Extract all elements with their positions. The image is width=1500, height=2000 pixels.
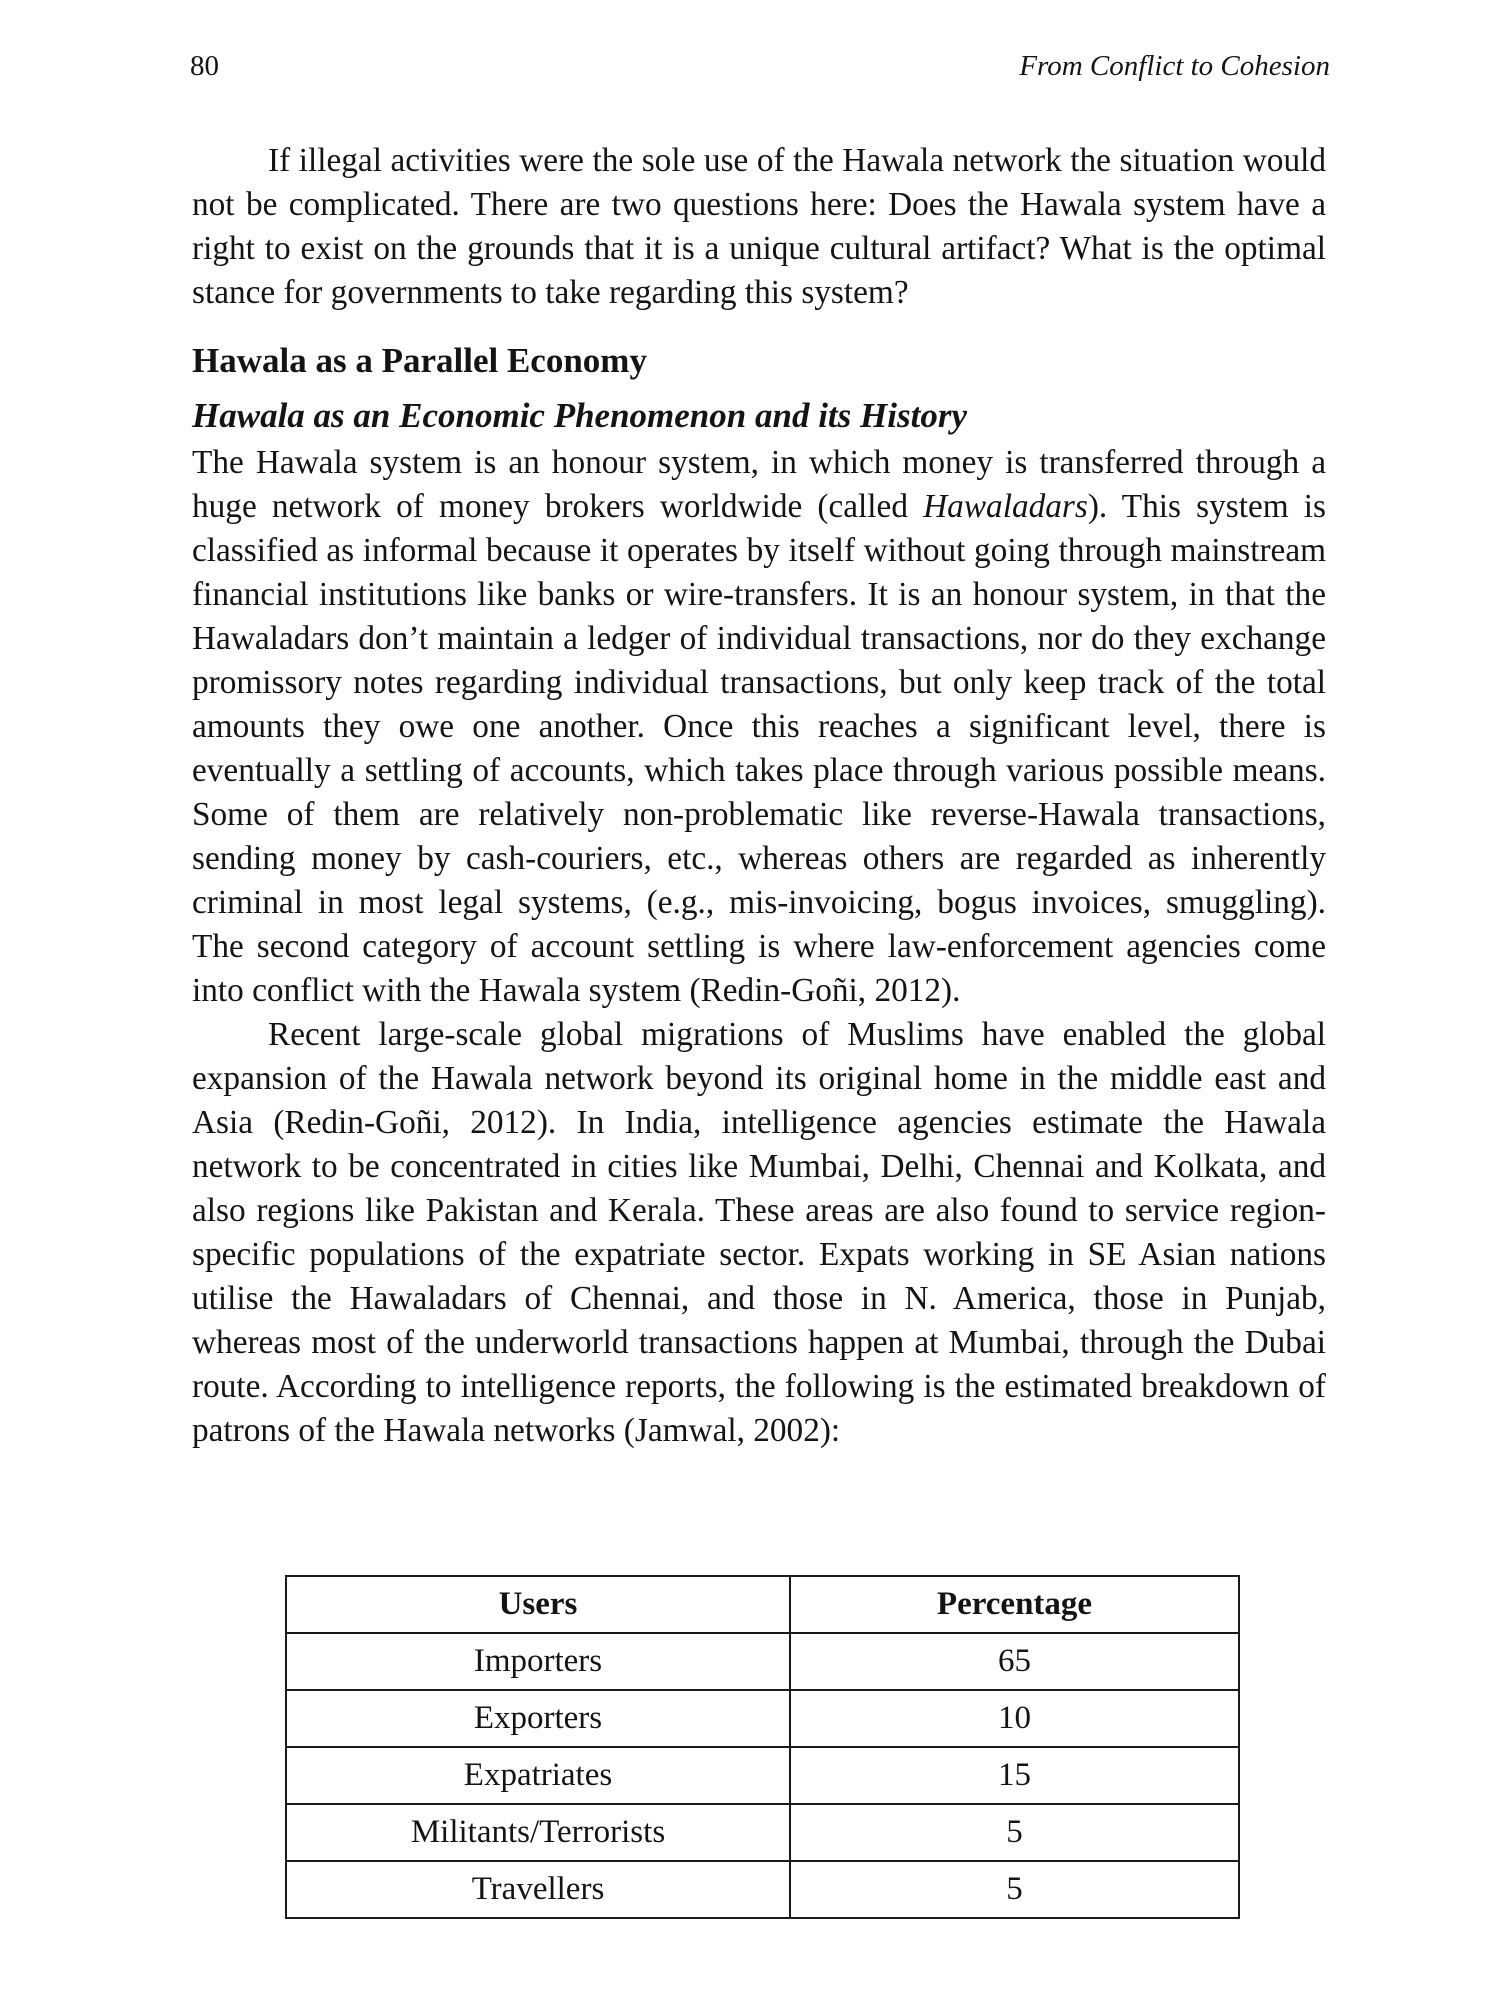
user-cell: Militants/Terrorists	[286, 1804, 790, 1861]
user-cell: Expatriates	[286, 1747, 790, 1804]
percentage-cell: 10	[790, 1690, 1239, 1747]
header-percentage: Percentage	[790, 1576, 1239, 1633]
user-cell: Importers	[286, 1633, 790, 1690]
subsection-heading: Hawala as an Economic Phenomenon and its History	[192, 396, 967, 435]
page-number: 80	[190, 50, 219, 82]
percentage-cell: 15	[790, 1747, 1239, 1804]
section-heading: Hawala as a Parallel Economy	[192, 341, 647, 380]
user-cell: Exporters	[286, 1690, 790, 1747]
hawaladars-term: Hawaladars	[923, 488, 1088, 525]
percentage-cell: 5	[790, 1861, 1239, 1918]
percentage-cell: 65	[790, 1633, 1239, 1690]
paragraph-hawala-system	[192, 441, 1326, 1013]
page-content	[192, 139, 1326, 1453]
header-users: Users	[286, 1576, 790, 1633]
intro-paragraph: If illegal activities were the sole use of the Hawala network the situation would not be complicated. There are two questions here: Does the Hawala system have a right to exist on the grounds that it is a unique cultural artifact? What is the optimal stance for governments to take regarding this system?	[192, 142, 1326, 311]
paragraph-1-start: The Hawala system is an honour system, in which money is transferred through a huge network of money brokers worldwide (called	[192, 444, 1326, 525]
user-cell: Travellers	[286, 1861, 790, 1918]
paragraph-1-rest: ). This system is classified as informal because it operates by itself without going through mainstream financial institutions like banks or wire-transfers. It is an honour system, in that the Hawaladars don’t maintain a ledger of individual transactions, nor do they exchange promissory notes regarding individual transactions, but only keep track of the total amounts they owe one another. Once this reaches a significant level, there is eventually a settling of accounts, which takes place through various possible means. Some of them are relatively non-problematic like reverse-Hawala transactions, sending money by cash-couriers, etc., whereas others are regarded as inherently criminal in most legal systems, (e.g., mis-invoicing, bogus invoices, smuggling). The second category of account settling is where law-enforcement agencies come into conflict with the Hawala system (Redin-Goñi, 2012).	[192, 488, 1326, 1009]
users-percentage-table	[285, 1575, 1240, 1919]
table-header-row	[286, 1576, 1239, 1633]
users-table-wrapper	[285, 1575, 1240, 1919]
running-head	[190, 50, 1330, 90]
paragraph-migrations: Recent large-scale global migrations of Muslims have enabled the global expansion of the Hawala network beyond its original home in the middle east and Asia (Redin-Goñi, 2012). In India, intelligence agencies estimate the Hawala network to be concentrated in cities like Mumbai, Delhi, Chennai and Kolkata, and also regions like Pakistan and Kerala. These areas are also found to service region-specific populations of the expatriate sector. Expats working in SE Asian nations utilise the Hawaladars of Chennai, and those in N. America, those in Punjab, whereas most of the underworld transactions happen at Mumbai, through the Dubai route. According to intelligence reports, the following is the estimated breakdown of patrons of the Hawala networks (Jamwal, 2002):	[192, 1016, 1326, 1449]
table-row	[286, 1861, 1239, 1918]
table-row	[286, 1747, 1239, 1804]
running-title: From Conflict to Cohesion	[1019, 50, 1330, 82]
table-row	[286, 1690, 1239, 1747]
percentage-cell: 5	[790, 1804, 1239, 1861]
table-row	[286, 1633, 1239, 1690]
table-row	[286, 1804, 1239, 1861]
